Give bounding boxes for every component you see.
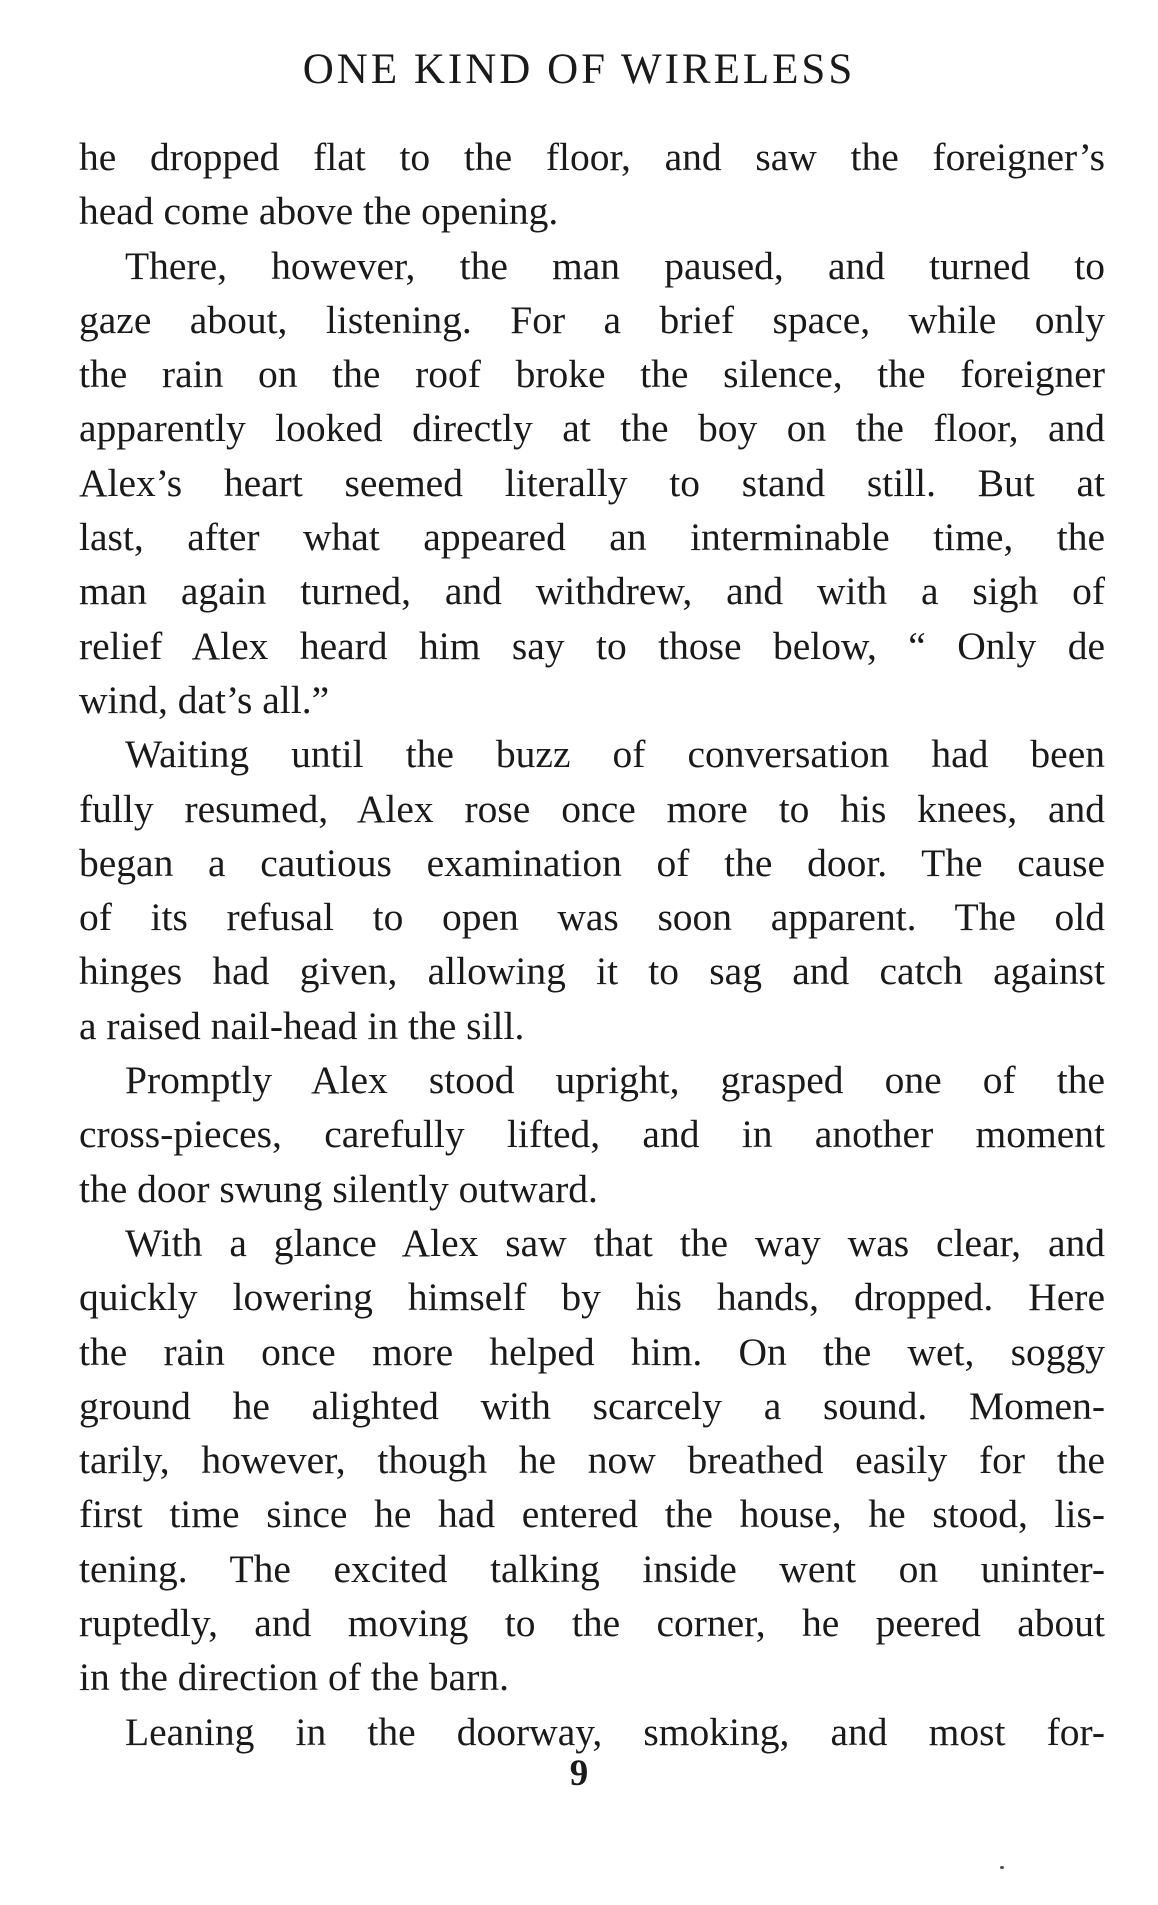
ink-speck — [1000, 1866, 1004, 1869]
text-line: head come above the opening. — [79, 189, 559, 234]
text-line: apparently looked directly at the boy on the floor, and — [79, 406, 1105, 451]
body-text — [79, 130, 1105, 1759]
text-line: With a glance Alex saw that the way was clear, and — [125, 1220, 1105, 1265]
text-line: of its refusal to open was soon apparent. The old — [79, 895, 1105, 940]
text-line: a raised nail-head in the sill. — [79, 1003, 525, 1048]
text-line: tarily, however, though he now breathed easily for the — [79, 1438, 1105, 1483]
text-line: fully resumed, Alex rose once more to his knees, and — [79, 786, 1105, 831]
text-line: Waiting until the buzz of conversation had been — [125, 732, 1105, 777]
text-line: he dropped flat to the floor, and saw the foreigner’s — [79, 135, 1105, 179]
text-line: last, after what appeared an interminable time, the — [79, 515, 1105, 560]
text-line: ground he alighted with scarcely a sound. Momen- — [79, 1383, 1105, 1428]
text-line: There, however, the man paused, and turned to — [125, 243, 1105, 288]
text-line: ruptedly, and moving to the corner, he peered about — [79, 1601, 1105, 1646]
text-line: began a cautious examination of the door. The cause — [79, 840, 1105, 885]
text-line: the rain on the roof broke the silence, the foreigner — [79, 352, 1105, 397]
text-line: hinges had given, allowing it to sag and catch against — [79, 949, 1105, 994]
text-line: Leaning in the doorway, smoking, and most for- — [125, 1709, 1105, 1754]
text-line: in the direction of the barn. — [79, 1655, 509, 1700]
text-line: wind, dat’s all.” — [79, 677, 330, 722]
text-line: first time since he had entered the house, he stood, lis- — [79, 1492, 1105, 1537]
text-line: Promptly Alex stood upright, grasped one of the — [125, 1058, 1105, 1103]
page-number: 9 — [569, 1753, 589, 1794]
text-line: Alex’s heart seemed literally to stand still. But at — [79, 460, 1105, 505]
text-line: quickly lowering himself by his hands, dropped. Here — [79, 1275, 1105, 1320]
text-line: man again turned, and withdrew, and with a sigh of — [79, 569, 1105, 614]
text-line: relief Alex heard him say to those below, “ Only de — [79, 623, 1105, 668]
text-line: tening. The excited talking inside went on uninter- — [79, 1546, 1105, 1591]
text-line: the door swung silently outward. — [79, 1166, 598, 1211]
running-head: ONE KIND OF WIRELESS — [302, 46, 856, 93]
text-line: cross-pieces, carefully lifted, and in another moment — [79, 1112, 1105, 1157]
text-line: the rain once more helped him. On the wet, soggy — [79, 1329, 1105, 1374]
text-line: gaze about, listening. For a brief space, while only — [79, 297, 1105, 342]
